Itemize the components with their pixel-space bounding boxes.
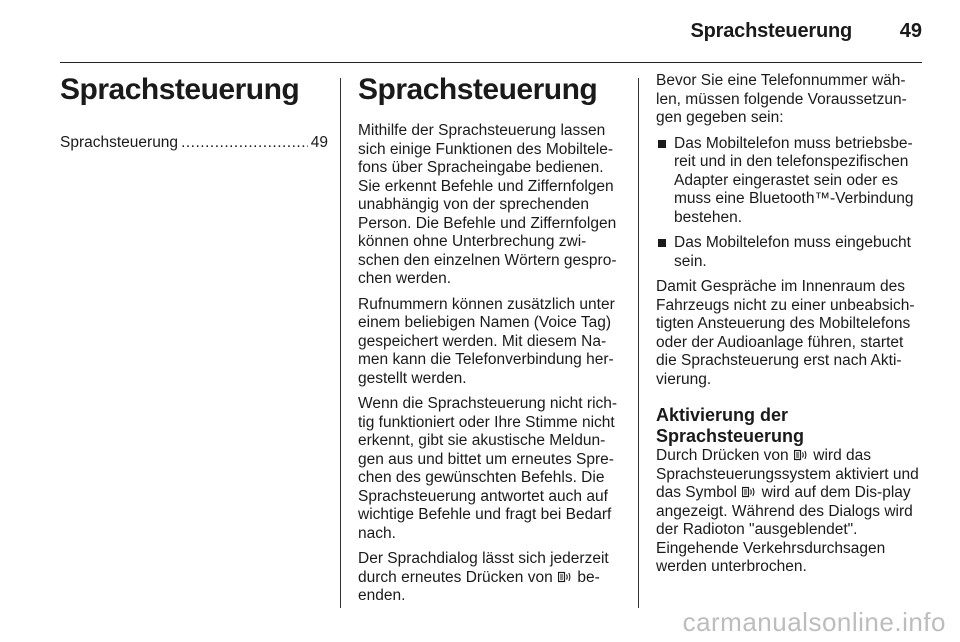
voice-control-icon [742, 486, 756, 498]
paragraph [656, 447, 922, 577]
paragraph-text: wird das Sprachsteuerungssystem aktiviert und das Symbol [656, 447, 919, 501]
requirements-list [656, 135, 922, 272]
main-column [358, 72, 623, 613]
sub-heading: Aktivierung der Sprachsteuerung [656, 405, 805, 446]
paragraph: Bevor Sie eine Telefonnummer wäh-len, müssen folgende Voraussetzun-gen gegeben sein: [656, 72, 907, 126]
toc-column [60, 72, 328, 152]
voice-control-icon [794, 449, 808, 461]
toc-entry[interactable] [60, 134, 328, 152]
page-header [60, 0, 922, 63]
watermark: carmanualsonline.info [682, 607, 946, 637]
paragraph-text: Durch Drücken von [656, 447, 789, 464]
paragraph: Damit Gespräche im Innenraum des Fahrzeugs nicht zu einer unbeabsich-tigten Ansteuerung des Mobiltelefons oder der Audioanlage führen, startet die Sprachsteuerung erst nach Akti-vierung. [656, 278, 915, 388]
paragraph: Rufnummern können zusätzlich unter einem beliebigen Namen (Voice Tag) gespeichert werden. Mit diesem Na-men kann die Telefonverbindung her-gestellt werden. [358, 295, 615, 387]
toc-title: Sprachsteuerung [60, 73, 300, 106]
paragraph-text: Der Sprachdialog lässt sich jederzeit durch erneutes Drücken von [358, 550, 609, 586]
list-item: Das Mobiltelefon muss betriebsbe-reit und in den telefonspezifischen Adapter eingerastet sein oder es muss eine Bluetooth™-Verbindung bestehen. [656, 135, 922, 228]
column-divider [340, 78, 341, 608]
paragraph-text: wird auf dem Dis-play angezeigt. Während des Dialogs wird der Radioton "ausgeblendet". Eingehende Verkehrsdurchsagen werden unterbrochen. [656, 484, 913, 575]
toc-leader-dots [181, 134, 308, 152]
list-item: Das Mobiltelefon muss eingebucht sein. [656, 234, 922, 271]
right-column [656, 72, 922, 584]
paragraph: Wenn die Sprachsteuerung nicht rich-tig funktioniert oder Ihre Stimme nicht erkennt, gibt sie akustische Meldun-gen aus und bittet um erneutes Spre-chen des gewünschten Befehls. Die Sprachsteuerung antwortet auch auf wichtige Befehle und fragt bei Bedarf nach. [358, 395, 618, 542]
column-divider [638, 78, 639, 608]
paragraph [358, 550, 623, 606]
paragraph-text: be-enden. [358, 568, 600, 604]
toc-entry-label: Sprachsteuerung [60, 134, 179, 151]
paragraph: Mithilfe der Sprachsteuerung lassen sich einige Funktionen des Mobiltele-fons über Spracheingabe bedienen. Sie erkennt Befehle und Ziffernfolgen unabhängig von der sprechenden Person. Die Befehle und Ziffernfolgen können ohne Unterbrechung zwi-schen den einzelnen Wörtern gespro-chen werden. [358, 122, 617, 287]
toc-entry-page: 49 [310, 134, 328, 151]
header-title: Sprachsteuerung [690, 20, 852, 42]
voice-control-icon [558, 571, 572, 583]
page-number: 49 [899, 20, 922, 42]
section-title: Sprachsteuerung [358, 73, 598, 106]
